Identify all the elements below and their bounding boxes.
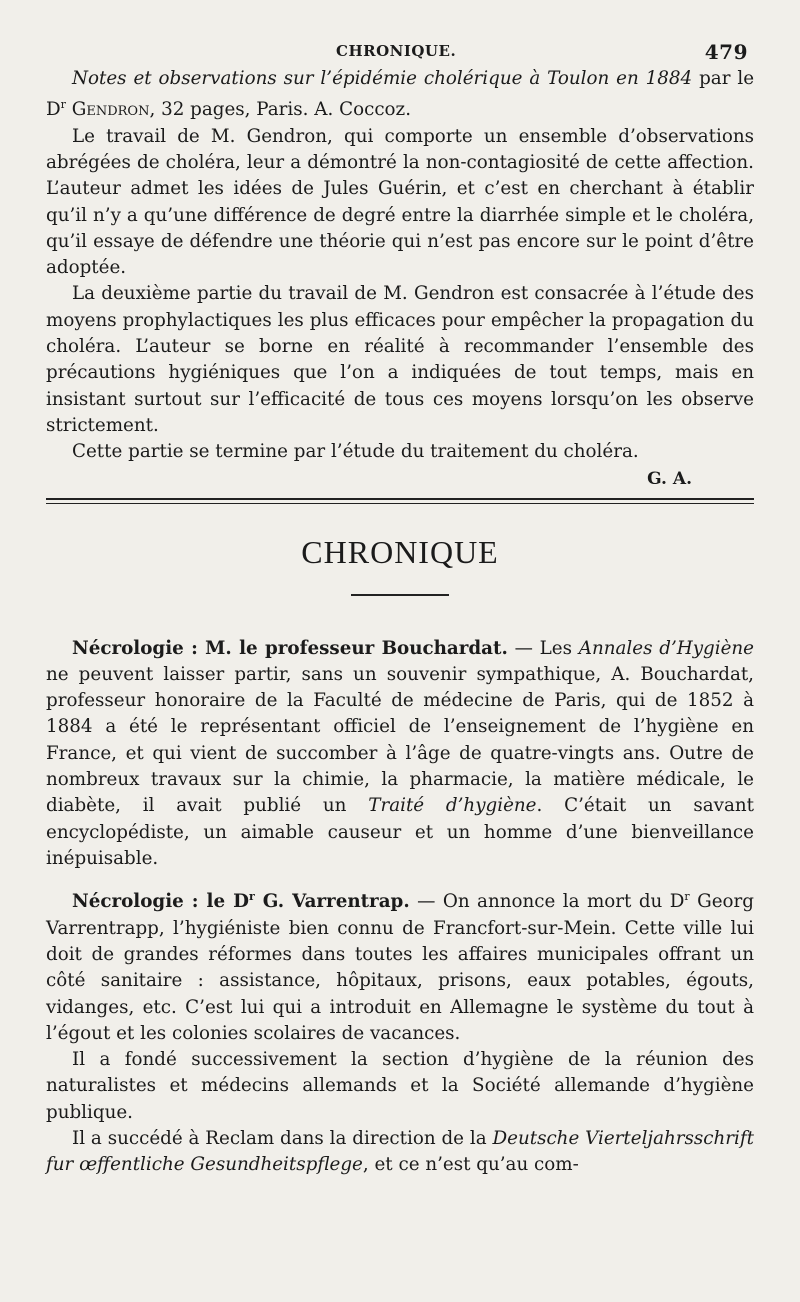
obituary-varrentrap-p3-post: , et ce n’est qu’au com- (362, 1154, 579, 1176)
obituary-bouchardat-text-2: . C’était un savant encyclopédiste, un aimable causeur et un homme d’une bienveillance inépuisable. (46, 795, 754, 869)
review-author-prefix: par le D (46, 68, 755, 121)
running-head (46, 32, 754, 66)
obituary-varrentrap-text-1: Georg Varrentrapp, l’hygiéniste bien connu de Francfort-sur-Mein. Cette ville lui doit de grandes réformes dans toutes les affaires municipales offrant un côté sanitaire : assistance, hôpitaux, prisons, eaux potables, égouts, vidanges, etc. C’est lui qui a introduit en Allemagne le système du tout à l’égout et les colonies scolaires de vacances. (46, 891, 754, 1044)
review-paragraph-2: La deuxième partie du travail de M. Gendron est consacrée à l’étude des moyens prophylactiques les plus efficaces pour empêcher la propagation du choléra. L’auteur se borne en réalité à recommander l’ensemble des précautions hygiéniques que l’on a indiquées de tout temps, mais en insistant surtout sur l’efficacité de tous ces moyens lorsqu’on les observe strictement. (46, 283, 754, 436)
review-work-title: Notes et observations sur l’épidémie cholérique à Toulon en 1884 (72, 68, 693, 89)
obituary-varrentrap (46, 884, 754, 1047)
obituary-varrentrap-heading (72, 891, 410, 912)
obituary-varrentrap-text-pre: — On annonce la mort du D (409, 891, 685, 913)
book-page (46, 32, 754, 1282)
review-citation (46, 66, 754, 124)
review-publication: , 32 pages, Paris. A. Coccoz. (149, 99, 412, 121)
obituary-bouchardat (46, 636, 754, 873)
obituary-bouchardat-heading: Nécrologie : M. le professeur Bouchardat. (72, 637, 508, 659)
obituary-bouchardat-journal: Annales d’Hygiène (578, 637, 754, 659)
obituary-varrentrap-p3-pre: Il a succédé à Reclam dans la direction de la (72, 1127, 493, 1149)
obituary-varrentrap-heading-post: G. Varrentrap. (254, 891, 410, 913)
obituary-varrentrap-text-sup: r (684, 890, 690, 904)
review-author-name: Gendron (71, 99, 150, 121)
obituary-varrentrap-heading-pre: Nécrologie : le D (72, 891, 249, 913)
obituary-bouchardat-text-1: ne peuvent laisser partir, sans un souvenir sympathique, A. Bouchardat, professeur honoraire de la Faculté de médecine de Paris, qui de 1852 à 1884 a été le représentant officiel de l’enseignement de l’hygiène en France, et qui vient de succomber à l’âge de quatre-vingts ans. Outre de nombreux travaux sur la chimie, la pharmacie, la matière médicale, le diabète, il avait publié un (46, 663, 754, 817)
obituary-varrentrap-p3-journal: Deutsche Vierteljahrsschrift fur œffentliche Gesundheitspflege (46, 1127, 754, 1176)
review-author-sup: r (60, 98, 66, 112)
review-paragraph-1: Le travail de M. Gendron, qui comporte un ensemble d’observations abrégées de choléra, leur a démontré la non-contagiosité de cette affection. L’auteur admet les idées de Jules Guérin, et c’est en cherchant à établir qu’il n’y a qu’une différence de degré entre la diarrhée simple et le choléra, qu’il essaye de défendre une théorie qui n’est pas encore sur le point d’être adoptée. (46, 125, 754, 279)
section-title-rule (351, 594, 449, 596)
section-double-rule (46, 498, 754, 504)
review-signature: G. A. (647, 468, 692, 489)
obituary-varrentrap-heading-sup: r (248, 890, 255, 904)
section-title: CHRONIQUE (301, 533, 499, 570)
running-title: CHRONIQUE. (336, 42, 457, 60)
obituary-varrentrap-paragraph-3 (46, 1126, 754, 1179)
page-number: 479 (704, 40, 748, 64)
obituary-varrentrap-paragraph-2: Il a fondé successivement la section d’hygiène de la réunion des naturalistes et médecins allemands et la Société allemande d’hygiène publique. (46, 1049, 754, 1123)
review-paragraph-3: Cette partie se termine par l’étude du traitement du choléra. (72, 441, 639, 463)
obituary-bouchardat-book: Traité d’hygiène (368, 795, 537, 817)
spacer (46, 872, 754, 884)
obituary-bouchardat-dash: — Les (507, 637, 579, 659)
